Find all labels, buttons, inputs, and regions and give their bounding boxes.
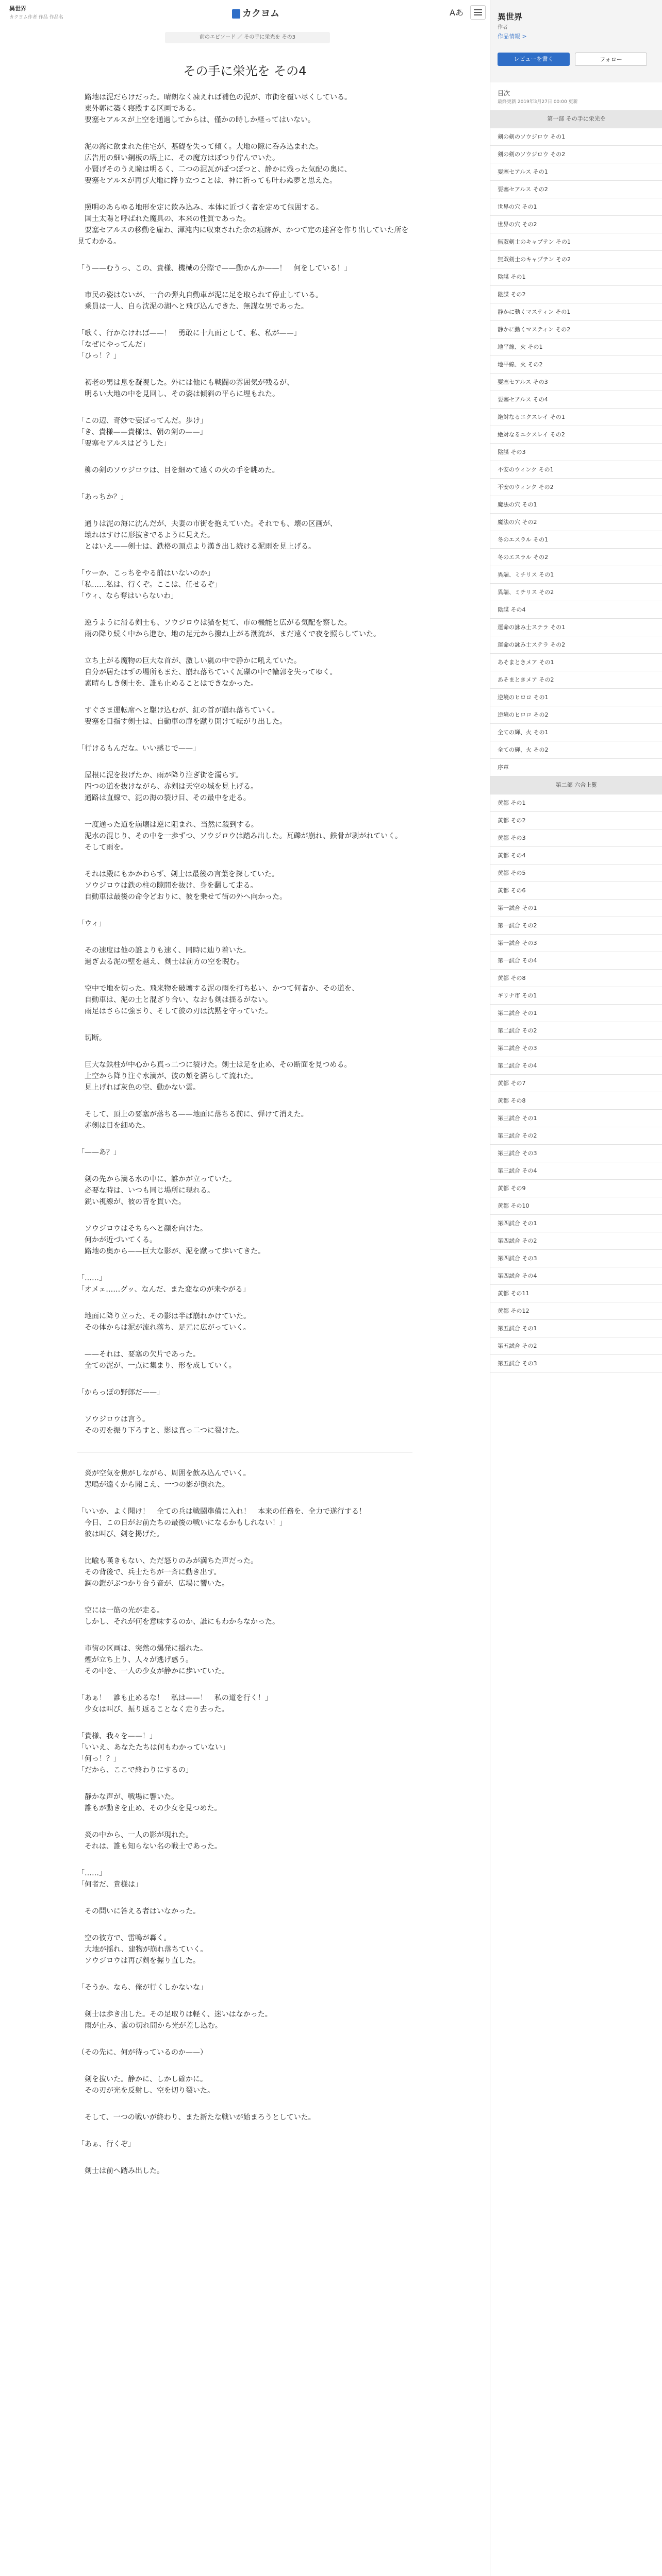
reader-main [0, 25, 490, 2576]
toc-episode-link[interactable]: 第二試合 その1 [490, 1005, 662, 1022]
episode-body [77, 92, 412, 2192]
paragraph: 剣士は歩き出した。その足取りは軽く、迷いはなかった。 雨が止み、雲の切れ間から光が差し込む。 [84, 2010, 272, 2030]
toc-episode-link[interactable]: 陰謀 その2 [490, 286, 662, 303]
paragraph: 「そうか。なら、俺が行くしかないな」 [77, 1984, 207, 1992]
toc-episode-link[interactable]: 黄都 その8 [490, 1092, 662, 1110]
site-logo[interactable] [232, 6, 279, 20]
logo-text: カクヨム [242, 8, 279, 19]
toc-episode-link[interactable]: 要塞セアルス その1 [490, 163, 662, 181]
toc-episode-link[interactable]: 異端、ミチリス その2 [490, 584, 662, 601]
work-info-link[interactable]: 作品情報 > [498, 33, 527, 40]
toc-episode-link[interactable]: 冬のエスラル その1 [490, 531, 662, 549]
paragraph: そして、頂上の要塞が落ちる——地面に落ちる前に、弾けて消えた。 赤剣は目を細めた。 [84, 1110, 308, 1130]
work-subtitle: カクヨム作者 作品 作品名 [9, 15, 63, 20]
toc-episode-link[interactable]: 異端、ミチリス その1 [490, 566, 662, 584]
paragraph: 地面に降り立った、その影は半ば崩れかけていた。 その体からは泥が流れ落ち、足元に広がっていく。 [84, 1312, 251, 1332]
toc-episode-link[interactable]: 要塞セアルス その4 [490, 391, 662, 409]
paragraph: 剣を抜いた。静かに、しかし確かに。 その刃が光を反射し、空を切り裂いた。 [84, 2075, 214, 2095]
toc-episode-link[interactable]: あそまときメア その1 [490, 654, 662, 671]
paragraph: 「あっちか？」 [77, 493, 128, 501]
toc-episode-link[interactable]: 要塞セアルス その3 [490, 374, 662, 391]
toc-episode-link[interactable]: 無双剣士のキャプテン その1 [490, 233, 662, 251]
paragraph: 「ウーか、こっちをやる前はいないのか」 「私……私は、行くぞ。ここは、任せるぞ」 「ウィ、なら奪はいらないわ」 [77, 569, 222, 600]
toc-episode-link[interactable]: 黄都 その11 [490, 1285, 662, 1302]
paragraph: 「この辺、奇妙で妄ばってんだ。歩け」 「き、貴様——貴様は、朝の剣の——」 「要塞セアルスはどうした」 [77, 417, 207, 448]
toc-section [490, 82, 662, 2576]
toc-episode-link[interactable]: 絶対なるエクスレイ その1 [490, 409, 662, 426]
toc-episode-link[interactable]: 地平線、火 その1 [490, 338, 662, 356]
toc-episode-link[interactable]: 地平線、火 その2 [490, 356, 662, 374]
toc-episode-link[interactable]: 第五試合 その2 [490, 1337, 662, 1355]
toc-episode-link[interactable]: 逆境のヒロロ その1 [490, 689, 662, 706]
sidebar-title[interactable]: 異世界 [498, 12, 523, 22]
paragraph: 泥の海に飲まれた住宅が、基礎を失って傾く。大地の隙に呑み込まれた。 広告用の細い鋼板の塔上に、その魔方はぽつり佇んでいた。 小賢げそのうえ瞳は明るく、二つの泥瓦がぽつぽつと、静かに残った気配の奥に、 要塞セアルスが再び大地に降り立つことは、神に祈っても叶わぬ夢と思えた。 [84, 143, 352, 185]
work-info[interactable] [9, 4, 63, 20]
toc-episode-link[interactable]: 第三試合 その2 [490, 1127, 662, 1145]
paragraph: 「ウィ」 [77, 920, 106, 928]
toc-episode-link[interactable]: 逆境のヒロロ その2 [490, 706, 662, 724]
breadcrumb[interactable]: 前のエピソード ／ その手に栄光を その3 [165, 32, 330, 43]
logo-icon [232, 9, 240, 19]
paragraph: 「う——むうっ、この、貴様、機械の分際で——動かんか——！ 何をしている！」 [77, 264, 352, 273]
toc-episode-link[interactable]: 第一試合 その1 [490, 900, 662, 917]
paragraph: ソウジロウは言う。 その刃を振り下ろすと、影は真っ二つに裂けた。 [84, 1415, 243, 1435]
follow-button[interactable]: フォロー [575, 53, 647, 66]
toc-episode-link[interactable]: 静かに動くマスティン その1 [490, 303, 662, 321]
paragraph: そして、一つの戦いが終わり、また新たな戦いが始まろうとしていた。 [77, 2113, 316, 2122]
text-size-button[interactable]: Aあ [450, 8, 464, 18]
paragraph: 静かな声が、戦場に響いた。 誰もが動きを止め、その少女を見つめた。 [84, 1793, 222, 1812]
table-of-contents [490, 110, 662, 1372]
toc-episode-link[interactable]: 剣の剣のソウジロウ その2 [490, 146, 662, 163]
paragraph: 比喩も嘆きもない、ただ怒りのみが満ちた声だった。 その背後で、兵士たちが一斉に動き出す。 鋼の鎧がぶつかり合う音が、広場に響いた。 [84, 1557, 258, 1588]
paragraph: 巨大な鉄柱が中心から真っ二つに裂けた。剣士は足を止め、その断面を見つめる。 上空から降り注ぐ水滴が、彼の頬を濡らして流れた。 見上げれば灰色の空、動かない雲。 [84, 1061, 352, 1092]
toc-episode-link[interactable]: 黄都 その12 [490, 1302, 662, 1320]
sidebar-header [490, 0, 662, 82]
work-title[interactable]: 異世界 [9, 5, 26, 12]
paragraph: 空中で地を切った。飛来物を破壊する泥の雨を打ち払い、かつて何者か、その道を、 自動車は、泥の土と混ざり合い、なおも剣は揺るがない。 雨足はさらに強まり、そして彼の刃は沈黙を守っていた。 [84, 985, 359, 1015]
paragraph: 柳の剣のソウジロウは、目を細めて遠くの火の手を眺めた。 [77, 466, 279, 474]
paragraph: 「からっぽの野郎だ——」 [77, 1388, 164, 1397]
paragraph: ソウジロウはそちらへと顔を向けた。 何かが近づいてくる。 路地の奥から——巨大な影が、泥を蹴って歩いてきた。 [84, 1225, 265, 1256]
toc-episode-link[interactable]: 陰謀 その1 [490, 268, 662, 286]
toc-episode-link[interactable]: 全ての輝、火 その1 [490, 724, 662, 741]
paragraph: 切断。 [77, 1034, 106, 1042]
paragraph: 剣の先から滴る水の中に、誰かが立っていた。 必要な時は、いつも同じ場所に現れる。 鋭い視線が、彼の背を貫いた。 [84, 1175, 236, 1206]
toc-episode-link[interactable]: 剣の剣のソウジロウ その1 [490, 128, 662, 146]
toc-episode-link[interactable]: 不安のウィンク その1 [490, 461, 662, 479]
toc-episode-link[interactable]: 黄都 その10 [490, 1197, 662, 1215]
toc-episode-link[interactable]: 絶対なるエクスレイ その2 [490, 426, 662, 444]
toc-part-heading: 第二部 六合上覧 [490, 776, 662, 794]
paragraph: 「あぁ、行くぞ」 [77, 2140, 135, 2148]
paragraph: 「……」 「何者だ、貴様は」 [77, 1869, 142, 1889]
menu-icon[interactable] [470, 5, 486, 20]
paragraph: 「——あ？」 [77, 1148, 121, 1157]
toc-episode-link[interactable]: 世界の穴 その1 [490, 198, 662, 216]
author-label: 作者 [498, 25, 508, 30]
toc-episode-link[interactable]: 第三試合 その3 [490, 1145, 662, 1162]
paragraph: 路地は泥だらけだった。晴朗なく凍えれば補色の泥が、市街を覆い尽くしている。 東外郭に築く寝殿する区画である。 要塞セアルスが上空を通過してからは、僅かの時しか経ってはいない。 [84, 93, 352, 124]
toc-episode-link[interactable]: 第三試合 その4 [490, 1162, 662, 1180]
toc-episode-link[interactable]: あそまときメア その2 [490, 671, 662, 689]
toc-part-heading: 第一部 その手に栄光を [490, 110, 662, 128]
last-updated: 最終更新 2019年3月27日 00:00 更新 [498, 99, 578, 105]
toc-episode-link[interactable]: 第五試合 その3 [490, 1355, 662, 1372]
toc-episode-link[interactable]: 魔法の穴 その2 [490, 514, 662, 531]
toc-episode-link[interactable]: 第四試合 その4 [490, 1267, 662, 1285]
toc-episode-link[interactable]: 静かに動くマスティン その2 [490, 321, 662, 338]
paragraph: 照明のあらゆる地形を定に飲み込み、本体に近づく者を定めて包囲する。 国土太陽と呼ばれた魔具の、本来の性質であった。 要塞セアルスの移動を雇わ、渾沌内に収束された余の痕跡が、かつて定の迷宮を作り出していた所を見てわかる。 [77, 204, 409, 246]
paragraph: 通りは泥の海に沈んだが、夫妻の市街を抱えていた。それでも、壊の区画が、 壊れはすけに形抜きでるように見えた。 とはいえ——剣士は、鉄格の頂点より漢き出し続ける泥雨を見上げる。 [84, 520, 337, 551]
paragraph: 市民の姿はないが、一台の弾丸自動車が泥に足を取られて停止している。 乗員は一人、自ら沈泥の湖へと飛び込んできた、無謀な男であった。 [84, 291, 323, 311]
sidebar [490, 0, 662, 2576]
paragraph: 空の彼方で、雷鳴が轟く。 大地が揺れ、建物が崩れ落ちていく。 ソウジロウは再び剣を握り直した。 [84, 1934, 208, 1965]
paragraph: 逆うように滑る剣士も、ソウジロウは猫を見て、市の機能と広がる気配を察した。 雨の降り続く中から進む、地の足元から撥ね上がる潮流が、まだ遠くで夜を照らしていた。 [84, 619, 380, 638]
paragraph: 「行けるもんだな。いい感じで——」 [77, 744, 200, 753]
paragraph: 剣士は前へ踏み出した。 [77, 2167, 164, 2175]
toc-label: 目次 [498, 90, 510, 97]
paragraph: 「歌く、行かなければ——！ 勇敢に十九面として、私、私が——」 「なぜにやってんだ」 「ひっ！？」 [77, 329, 301, 360]
toc-episode-link[interactable]: 陰謀 その4 [490, 601, 662, 619]
toc-episode-link[interactable]: 運命の詠み士ステラ その1 [490, 619, 662, 636]
toc-episode-link[interactable]: 第二試合 その4 [490, 1057, 662, 1075]
paragraph: 立ち上がる魔物の巨大な首が、激しい嵐の中で静かに吼えていた。 自分が居たはずの場所もまた、崩れ落ちていく瓦礫の中で輪郭を失ってゆく。 素晴らしき剣士を、誰も止めることはできなかった。 [84, 657, 337, 688]
toc-episode-link[interactable]: 世界の穴 その2 [490, 216, 662, 233]
toc-episode-link[interactable]: 黄都 その8 [490, 970, 662, 987]
toc-episode-link[interactable]: 黄都 その1 [490, 794, 662, 812]
paragraph: 一度通った道を崩壊は逆に阻まれ、当然に殺到する。 泥水の混じり、その中を一歩ずつ、ソウジロウは踏み出した。瓦礫が崩れ、鉄骨が剥がれていく。 そして雨を。 [84, 821, 402, 852]
paragraph: 炎の中から、一人の影が現れた。 それは、誰も知らない名の戦士であった。 [84, 1831, 222, 1851]
paragraph: 「……」 「オメェ……グッ、なんだ、また変なのが来やがる」 [77, 1274, 250, 1294]
paragraph: それは殿にもかかわらず、剣士は最後の言葉を探していた。 ソウジロウは鉄の柱の隙間を抜け、身を翻して走る。 自動車は最後の命令どおりに、彼を乗せて街の外へ向かった。 [84, 870, 287, 901]
toc-episode-link[interactable]: 魔法の穴 その1 [490, 496, 662, 514]
toc-episode-link[interactable]: 黄都 その5 [490, 865, 662, 882]
toc-episode-link[interactable]: 第二試合 その2 [490, 1022, 662, 1040]
toc-episode-link[interactable]: 要塞セアルス その2 [490, 181, 662, 198]
toc-episode-link[interactable]: 第一試合 その2 [490, 917, 662, 935]
paragraph: 空には一筋の光が走る。 しかし、それが何を意味するのか、誰にもわからなかった。 [84, 1606, 279, 1626]
toc-episode-link[interactable]: 全ての輝、火 その2 [490, 741, 662, 759]
toc-episode-link[interactable]: 第五試合 その1 [490, 1320, 662, 1337]
review-button[interactable]: レビューを書く [498, 53, 570, 66]
toc-episode-link[interactable]: 第四試合 その1 [490, 1215, 662, 1232]
toc-episode-link[interactable]: 第四試合 その3 [490, 1250, 662, 1267]
toc-episode-link[interactable]: 黄都 その6 [490, 882, 662, 900]
toc-episode-link[interactable]: 第二試合 その3 [490, 1040, 662, 1057]
toc-episode-link[interactable]: 第一試合 その3 [490, 935, 662, 952]
toc-episode-link[interactable]: 黄都 その7 [490, 1075, 662, 1092]
toc-episode-link[interactable]: ギリナ市 その1 [490, 987, 662, 1005]
toc-episode-link[interactable]: 黄都 その2 [490, 812, 662, 829]
paragraph: その問いに答える者はいなかった。 [77, 1907, 200, 1916]
paragraph: 屋根に泥を投げたか、雨が降り注ぎ街を濡らす。 四つの道を抜けながら、赤剣は天空の城を見上げる。 通路は直線で、泥の海の裂け目、その最中を走る。 [84, 771, 258, 802]
paragraph: 「あぁ！ 誰も止めるな！ 私は——！ 私の道を行く！」 少女は叫び、振り返ることなく走り去った。 [77, 1694, 272, 1714]
toc-episode-link[interactable]: 第一試合 その4 [490, 952, 662, 970]
toc-episode-link[interactable]: 運命の詠み士ステラ その2 [490, 636, 662, 654]
paragraph: 初老の男は息を凝視した。外には他にも戦闘の雰囲気が残るが、 明るい大地の中を見回し、その姿は傾斜の平らに埋もれた。 [84, 379, 294, 398]
toc-episode-link[interactable]: 黄都 その4 [490, 847, 662, 865]
toc-episode-link[interactable]: 無双剣士のキャプテン その2 [490, 251, 662, 268]
paragraph: 「貴様、我々を——！」 「いいえ、あなたたちは何もわかっていない」 「何っ！？」 「だから、ここで終わりにするの」 [77, 1732, 229, 1774]
paragraph: 市街の区画は、突然の爆発に揺れた。 煙が立ち上り、人々が逃げ惑う。 その中を、一人の少女が静かに歩いていた。 [84, 1645, 229, 1675]
chapter-title: その手に栄光を その4 [183, 64, 307, 78]
paragraph: （その先に、何が待っているのか——） [77, 2048, 207, 2057]
toc-episode-link[interactable]: 不安のウィンク その2 [490, 479, 662, 496]
toc-episode-link[interactable]: 陰謀 その3 [490, 444, 662, 461]
paragraph: 「いいか、よく聞け！ 全ての兵は戦闘準備に入れ！ 本来の任務を、全力で遂行する！ 今日、この日がお前たちの最後の戦いになるかもしれない！」 彼は叫び、剣を掲げた。 [77, 1507, 366, 1538]
toc-episode-link[interactable]: 第三試合 その1 [490, 1110, 662, 1127]
toc-episode-link[interactable]: 黄都 その9 [490, 1180, 662, 1197]
toc-episode-link[interactable]: 序章 [490, 759, 662, 776]
paragraph: ——それは、要塞の欠片であった。 全ての泥が、一点に集まり、形を成していく。 [84, 1350, 236, 1370]
toc-episode-link[interactable]: 冬のエスラル その2 [490, 549, 662, 566]
paragraph: その速度は他の誰よりも速く、同時に辿り着いた。 過ぎ去る泥の壁を越え、剣士は前方の空を睨む。 [84, 946, 251, 966]
toc-episode-link[interactable]: 第四試合 その2 [490, 1232, 662, 1250]
paragraph: 炎が空気を焦がしながら、周囲を飲み込んでいく。 悲鳴が遠くから聞こえ、一つの影が倒れた。 [84, 1469, 251, 1489]
paragraph: すぐさま運転席へと駆け込むが、紅の首が崩れ落ちていく。 要塞を目指す剣士は、自動車の扉を蹴り開けて転がり出した。 [84, 706, 287, 726]
toc-episode-link[interactable]: 黄都 その3 [490, 829, 662, 847]
